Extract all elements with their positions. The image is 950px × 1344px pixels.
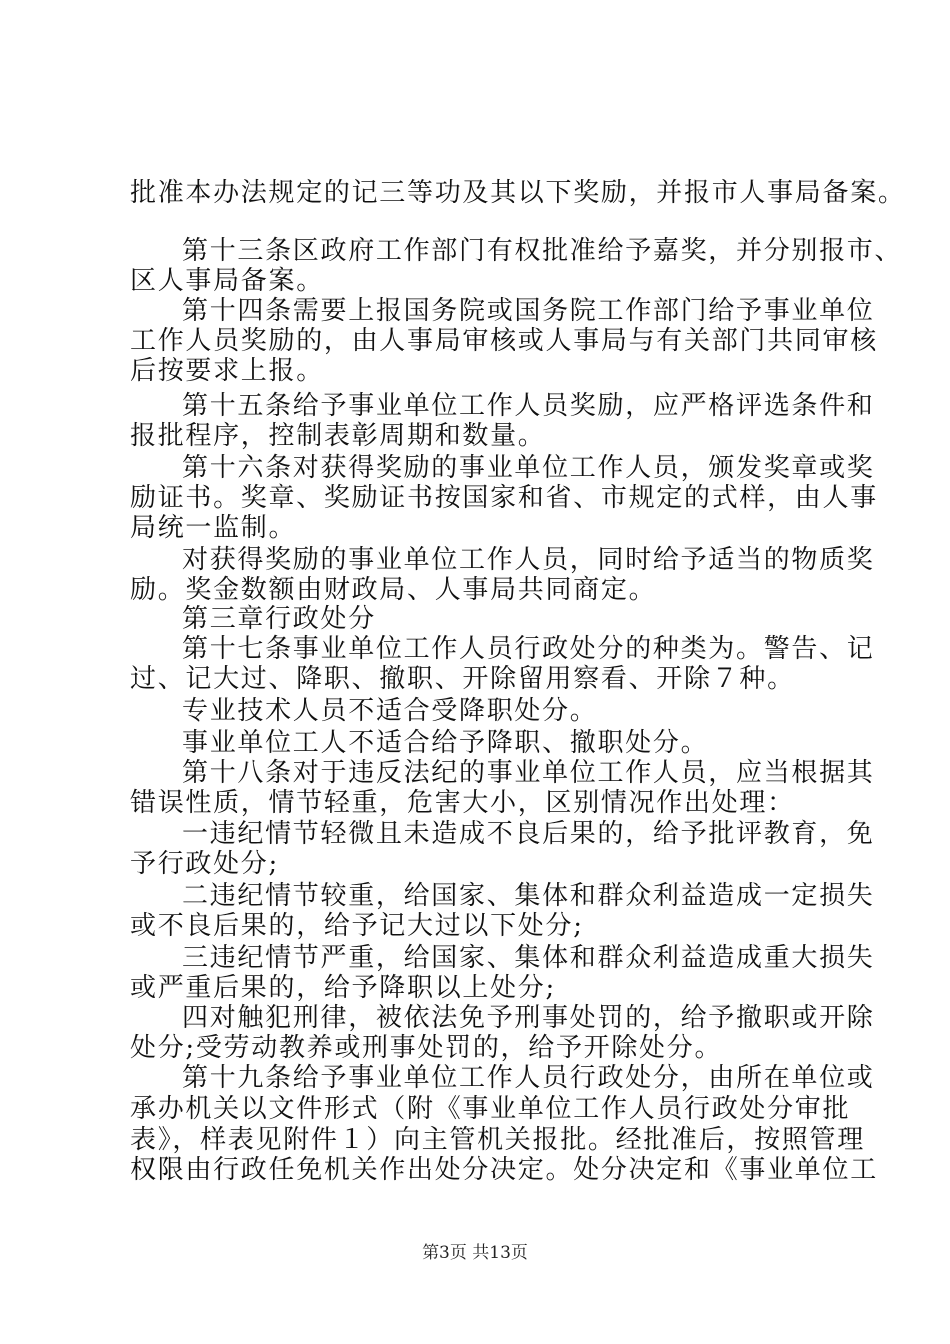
chapter-heading: 第三章行政处分 bbox=[182, 604, 376, 634]
text-line: 三违纪情节严重，给国家、集体和群众利益造成重大损失 bbox=[182, 943, 875, 973]
text-line: 表》，样表见附件１）向主管机关报批。经批准后，按照管理 bbox=[130, 1125, 865, 1155]
text-line: 处分;受劳动教养或刑事处罚的，给予开除处分。 bbox=[130, 1033, 723, 1063]
text-line: 权限由行政任免机关作出处分决定。处分决定和《事业单位工 bbox=[130, 1155, 878, 1185]
text-line: 工作人员奖励的，由人事局审核或人事局与有关部门共同审核 bbox=[130, 326, 878, 356]
text-line: 第十九条给予事业单位工作人员行政处分，由所在单位或 bbox=[182, 1063, 875, 1093]
text-line: 后按要求上报。 bbox=[130, 356, 324, 386]
text-line: 局统一监制。 bbox=[130, 513, 297, 543]
text-line: 或严重后果的，给予降职以上处分; bbox=[130, 973, 556, 1003]
page-number: 第3页 共13页 bbox=[422, 1243, 528, 1263]
text-line: 第十五条给予事业单位工作人员奖励，应严格评选条件和 bbox=[182, 391, 875, 421]
text-line: 报批程序，控制表彰周期和数量。 bbox=[130, 421, 546, 451]
text-line: 过、记大过、降职、撤职、开除留用察看、开除７种。 bbox=[130, 664, 795, 694]
text-line: 励。奖金数额由财政局、人事局共同商定。 bbox=[130, 575, 657, 605]
text-line: 区人事局备案。 bbox=[130, 266, 324, 296]
text-line: 一违纪情节轻微且未造成不良后果的，给予批评教育，免 bbox=[182, 819, 875, 849]
text-line: 事业单位工人不适合给予降职、撤职处分。 bbox=[182, 728, 709, 758]
text-line: 第十七条事业单位工作人员行政处分的种类为。警告、记 bbox=[182, 634, 875, 664]
text-line: 错误性质，情节轻重，危害大小，区别情况作出处理： bbox=[130, 788, 795, 818]
text-line: 对获得奖励的事业单位工作人员，同时给予适当的物质奖 bbox=[182, 545, 875, 575]
text-line: 励证书。奖章、奖励证书按国家和省、市规定的式样，由人事 bbox=[130, 483, 878, 513]
text-line: 第十三条区政府工作部门有权批准给予嘉奖，并分别报市、 bbox=[182, 236, 903, 266]
text-line: 予行政处分; bbox=[130, 849, 279, 879]
text-line: 二违纪情节较重，给国家、集体和群众利益造成一定损失 bbox=[182, 881, 875, 911]
text-line: 第十六条对获得奖励的事业单位工作人员，颁发奖章或奖 bbox=[182, 453, 875, 483]
text-line: 第十八条对于违反法纪的事业单位工作人员，应当根据其 bbox=[182, 758, 875, 788]
text-line: 第十四条需要上报国务院或国务院工作部门给予事业单位 bbox=[182, 296, 875, 326]
text-line: 四对触犯刑律，被依法免予刑事处罚的，给予撤职或开除 bbox=[182, 1003, 875, 1033]
text-line: 批准本办法规定的记三等功及其以下奖励，并报市人事局备案。 bbox=[130, 178, 906, 208]
text-line: 或不良后果的，给予记大过以下处分; bbox=[130, 911, 584, 941]
text-line: 承办机关以文件形式（附《事业单位工作人员行政处分审批 bbox=[130, 1094, 851, 1124]
text-line: 专业技术人员不适合受降职处分。 bbox=[182, 696, 598, 726]
